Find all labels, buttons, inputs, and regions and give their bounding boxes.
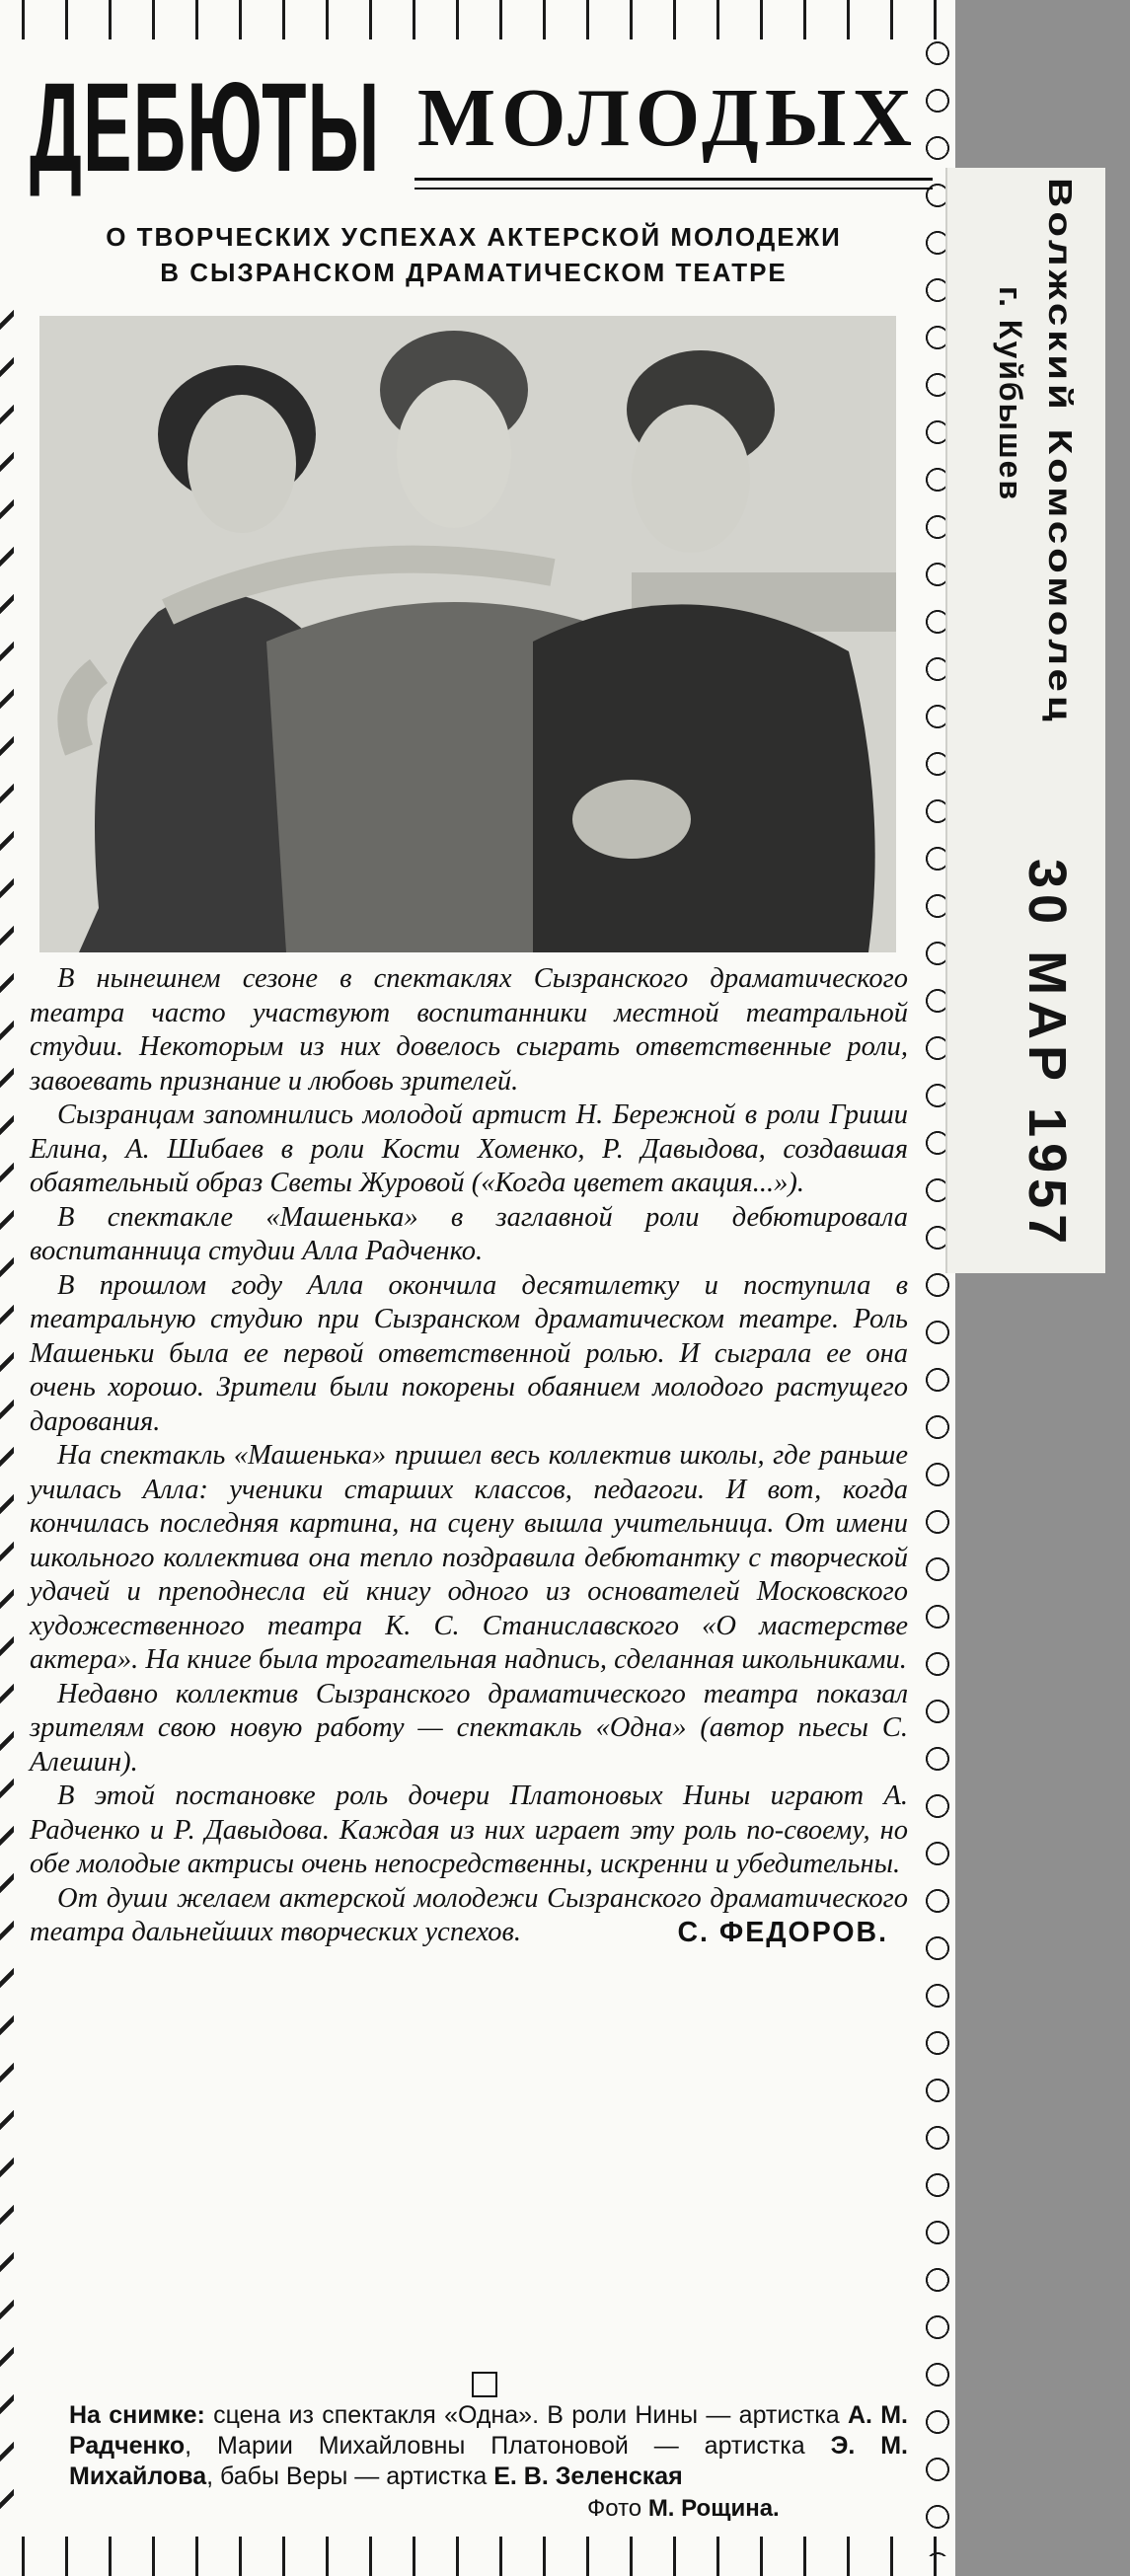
caption-label: На снимке: xyxy=(69,2401,205,2429)
decorative-border-top xyxy=(0,0,955,39)
caption-name: Э. М. Михайлова xyxy=(69,2432,908,2490)
stamp-date: 30 МАР 1957 xyxy=(1017,859,1077,1250)
article-paragraph: В спектакле «Машенька» в заглавной роли дебютировала воспитанница студии Алла Радченко. xyxy=(30,1201,908,1266)
subtitle-line-1: О ТВОРЧЕСКИХ УСПЕХАХ АКТЕРСКОЙ МОЛОДЕЖИ xyxy=(106,222,842,252)
subtitle-line-2: В СЫЗРАНСКОМ ДРАМАТИЧЕСКОМ ТЕАТРЕ xyxy=(160,258,788,287)
photo-credit xyxy=(587,2495,780,2523)
photographer-name: М. Рощина. xyxy=(647,2495,780,2522)
decorative-border-left xyxy=(0,296,14,2527)
article-closing: От души желаем актерской молодежи Сызранского драматического театра дальнейших творческих успехов. xyxy=(30,1882,908,1947)
headline-rule xyxy=(414,188,933,189)
stamp-newspaper-name: Волжский Комсомолец xyxy=(1041,178,1080,725)
photo-caption xyxy=(69,2400,908,2492)
headline-rule xyxy=(414,178,933,181)
article-paragraph xyxy=(30,1882,908,1950)
caption-text: , бабы Веры — артистка xyxy=(206,2462,494,2490)
caption-text: , Марии Михайловны Платоновой — артистка xyxy=(185,2432,831,2460)
headline-left: ДЕБЮТЫ xyxy=(30,57,381,198)
scene-photo-image xyxy=(39,316,896,952)
caption-text: сцена из спектакля «Одна». В роли Нины — артистка xyxy=(204,2401,848,2429)
article-paragraph: На спектакль «Машенька» пришел весь коллектив школы, где раньше училась Алла: ученики старших классов, педагоги. И вот, когда кончилась последняя картина, на сцену вышла учительница. От имени школьного коллектива она тепло поздравила дебютантку с творческой удачей и преподнесла ей книгу одного из основателей Московского художественного театра К. С. Станиславского «О мастерстве актера». На книге была трогательная надпись, сделанная школьниками. xyxy=(30,1440,908,1675)
photo-credit-prefix: Фото xyxy=(587,2495,648,2522)
scene-photo xyxy=(39,316,896,952)
article-paragraph: Сызранцам запомнились молодой артист Н. Бережной в роли Гриши Елина, А. Шибаев в роли Кости Хоменко, Р. Давыдова, создавшая обаятельный образ Светы Журовой («Когда цветет акация...»). xyxy=(30,1099,908,1198)
article-paragraph: В нынешнем сезоне в спектаклях Сызранского драматического театра часто участвуют воспитанники местной театральной студии. Некоторым из них довелось сыграть ответственные роли, завоевать признание и любовь зрителей. xyxy=(30,963,908,1097)
article-body xyxy=(30,962,908,1950)
decorative-border-bottom xyxy=(0,2537,955,2576)
article-paragraph: В этой постановке роль дочери Платоновых Нины играют А. Радченко и Р. Давыдова. Каждая из них играет эту роль по-своему, но обе молодые актрисы очень непосредственны, искренни и убедительны. xyxy=(30,1780,908,1879)
stamp-city: г. Куйбышев xyxy=(993,286,1028,502)
caption-name: А. М. Радченко xyxy=(69,2401,908,2460)
author-signature: С. ФЕДОРОВ. xyxy=(677,1917,888,1948)
caption-name: Е. В. Зеленская xyxy=(493,2462,683,2490)
headline xyxy=(30,54,918,202)
subtitle xyxy=(30,219,918,290)
article-paragraph: В прошлом году Алла окончила десятилетку и поступила в театральную студию при Сызранском драматическом театре. Роль Машеньки была ее первой ответственной ролью. И сыграла ее она очень хорошо. Зрители были покорены обаянием молодого растущего дарования. xyxy=(30,1269,908,1437)
article-paragraph: Недавно коллектив Сызранского драматического театра показал зрителям свою новую работу — спектакль «Одна» (автор пьесы С. Алешин). xyxy=(30,1678,908,1778)
headline-right: МОЛОДЫХ xyxy=(416,72,918,164)
section-divider-square xyxy=(472,2372,497,2397)
